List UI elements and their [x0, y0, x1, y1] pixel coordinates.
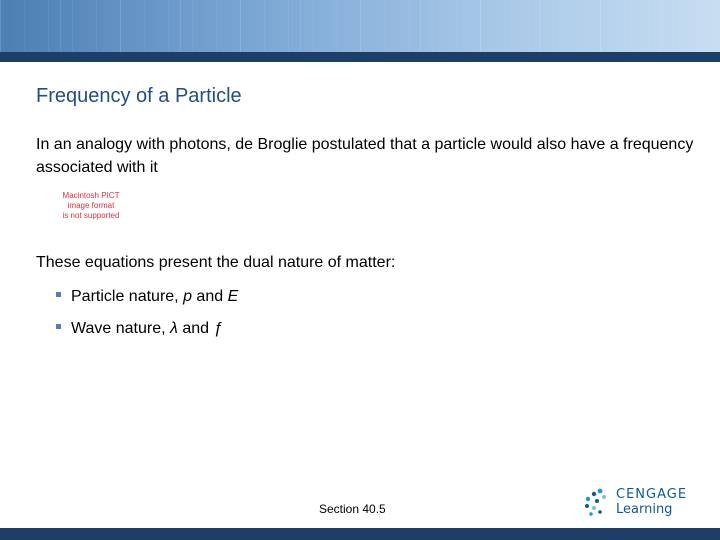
bullet-marker-icon: [56, 292, 61, 297]
footer-rule: [0, 528, 720, 540]
header-rule: [0, 52, 720, 62]
bullet-text: Wave nature,: [71, 320, 171, 337]
variable-symbol: p: [183, 288, 192, 305]
bullet-marker-icon: [56, 324, 61, 329]
placeholder-line: is not supported: [62, 211, 120, 220]
cengage-logo: CENGAGE Learning: [583, 484, 693, 520]
bullet-item: [56, 320, 222, 338]
placeholder-line: Macintosh PICT: [62, 191, 120, 200]
slide-title: Frequency of a Particle: [36, 85, 242, 107]
header-banner: [0, 0, 720, 52]
intro-text: In an analogy with photons, de Broglie postulated that a particle would also have a frequency associated with it: [36, 136, 694, 176]
bullet-item: [56, 288, 238, 306]
section-label: Section 40.5: [319, 502, 386, 516]
variable-symbol: λ: [170, 320, 178, 337]
variable-symbol: E: [227, 288, 239, 305]
placeholder-line: image format: [67, 201, 115, 210]
cengage-dots-icon: [583, 488, 607, 516]
variable-symbol: ƒ: [213, 320, 223, 337]
bullet-text: and: [177, 320, 214, 337]
unsupported-image-placeholder: [58, 191, 124, 221]
dual-nature-text: These equations present the dual nature of matter:: [36, 254, 396, 271]
bullet-text: Particle nature,: [71, 288, 184, 305]
bullet-text: and: [191, 288, 228, 305]
